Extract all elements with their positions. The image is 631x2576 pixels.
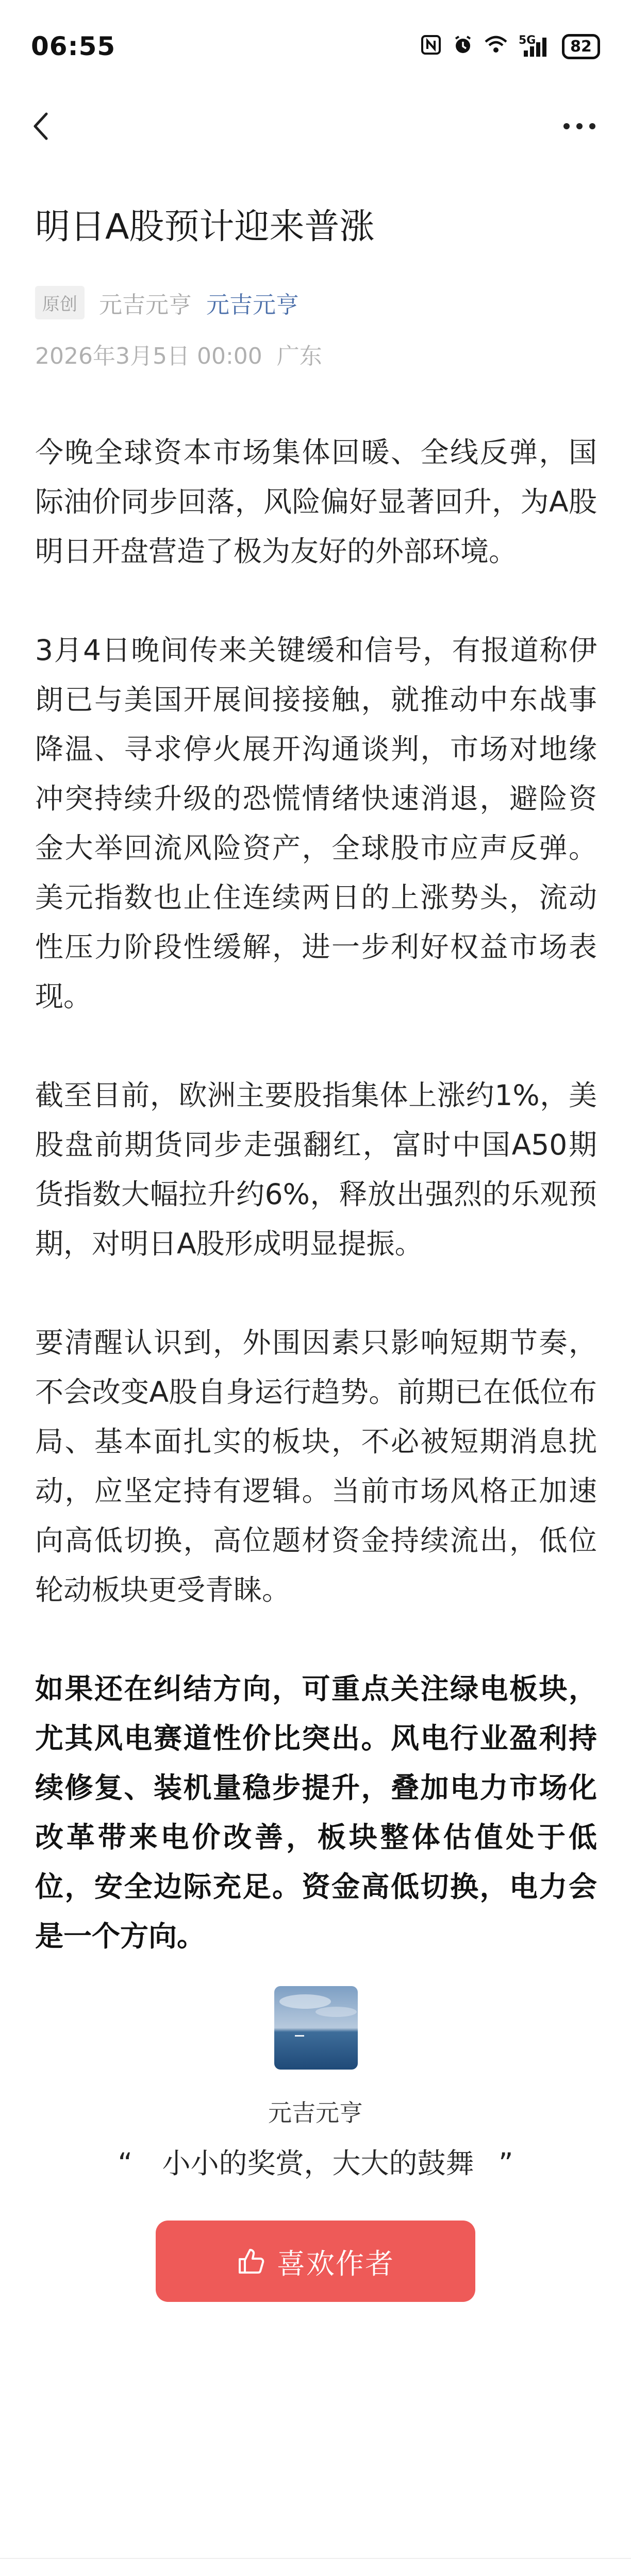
article-body	[35, 428, 597, 2010]
chevron-left-icon	[31, 111, 49, 142]
thumbs-up-icon	[237, 2247, 265, 2276]
date-row	[35, 337, 322, 370]
more-button[interactable]	[559, 111, 600, 142]
paragraph-highlight: 如果还在纠结方向，可重点关注绿电板块，尤其风电赛道性价比突出。风电行业盈利持续修复、装机量稳步提升，叠加电力市场化改革带来电价改善，板块整体估值处于低位，安全边际充足。资金高低切换，电力会是一个方向。	[35, 1672, 597, 1953]
quote-text: 小小的奖赏，大大的鼓舞	[162, 2147, 474, 2180]
reward-author-name: 元吉元亨	[268, 2099, 363, 2127]
nfc-icon	[421, 35, 441, 59]
nav-bar	[0, 93, 631, 160]
reward-avatar[interactable]	[274, 1986, 358, 2070]
meta-row	[35, 286, 299, 319]
article-title: 明日A股预计迎来普涨	[35, 207, 375, 247]
author-name: 元吉元亨	[99, 291, 192, 318]
battery-indicator: 82	[562, 34, 600, 59]
status-bar	[0, 0, 631, 93]
status-icons	[421, 34, 600, 59]
alarm-icon	[453, 35, 473, 59]
bottom-bar	[0, 2558, 631, 2576]
like-author-button[interactable]	[156, 2221, 475, 2302]
status-time: 06:55	[31, 31, 116, 61]
original-badge: 原创	[35, 286, 85, 319]
quote-open: “	[118, 2147, 132, 2180]
publish-location: 广东	[276, 343, 322, 369]
reward-quote	[0, 2141, 631, 2181]
more-dots-icon	[562, 122, 596, 130]
like-author-label: 喜欢作者	[276, 2247, 394, 2280]
signal-icon	[519, 36, 551, 57]
network-type: 5G	[519, 34, 536, 47]
quote-close: ”	[498, 2147, 513, 2180]
paragraph-2: 3月4日晚间传来关键缓和信号，有报道称伊朗已与美国开展间接接触，就推动中东战事降温、寻求停火展开沟通谈判，市场对地缘冲突持续升级的恐慌情绪快速消退，避险资金大举回流风险资产，全球股市应声反弹。美元指数也止住连续两日的上涨势头，流动性压力阶段性缓解，进一步利好权益市场表现。	[35, 634, 597, 1013]
account-link[interactable]: 元吉元亨	[206, 291, 300, 318]
paragraph-1: 今晚全球资本市场集体回暖、全线反弹，国际油价同步回落，风险偏好显著回升，为A股明日开盘营造了极为友好的外部环境。	[35, 436, 597, 568]
back-button[interactable]	[31, 106, 62, 147]
wifi-icon	[485, 36, 507, 58]
paragraph-3: 截至目前，欧洲主要股指集体上涨约1%，美股盘前期货同步走强翻红，富时中国A50期货指数大幅拉升约6%，释放出强烈的乐观预期，对明日A股形成明显提振。	[35, 1079, 597, 1260]
publish-date: 2026年3月5日 00:00	[35, 343, 262, 369]
paragraph-4: 要清醒认识到，外围因素只影响短期节奏，不会改变A股自身运行趋势。前期已在低位布局、基本面扎实的板块，不必被短期消息扰动，应坚定持有逻辑。当前市场风格正加速向高低切换，高位题材资金持续流出，低位轮动板块更受青睐。	[35, 1326, 597, 1606]
